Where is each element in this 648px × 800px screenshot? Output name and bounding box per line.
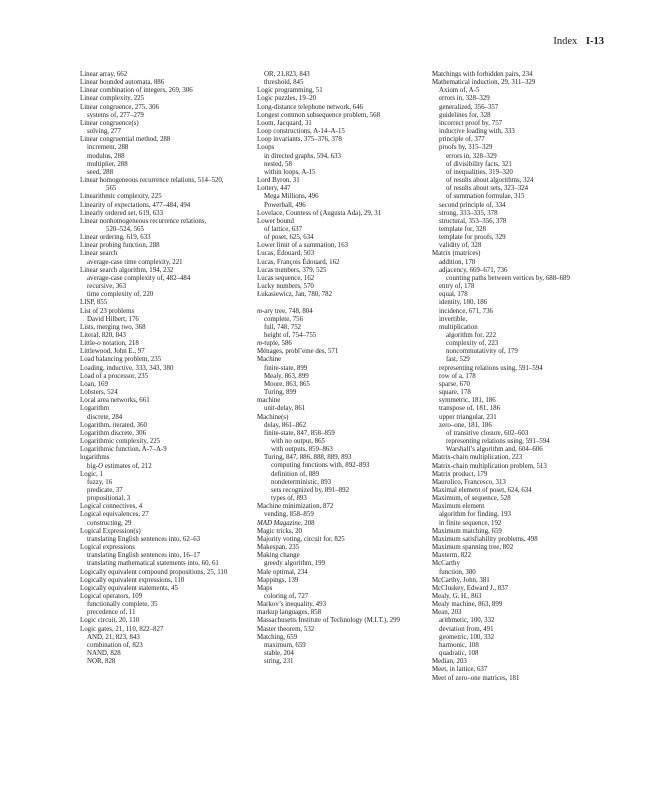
- index-entry: Logical expressions: [80, 544, 135, 552]
- index-subentry: nondeterministic, 893: [271, 478, 332, 486]
- index-entry: Logical equivalences, 27: [80, 511, 149, 519]
- page-number: I-13: [585, 36, 604, 47]
- index-subentry: of results about algorithms, 324: [446, 177, 534, 185]
- index-subentry: NAND, 828: [87, 650, 121, 658]
- index-entry: Linear bounded automata, 886: [80, 79, 165, 87]
- index-entry: Lucas, Édouard, 503: [257, 250, 315, 258]
- index-subentry: adjacency, 669–671, 736: [439, 266, 508, 274]
- index-entry: Lucky numbers, 570: [257, 283, 314, 291]
- index-subentry: errors in, 328–329: [446, 152, 497, 160]
- index-entry: Machine minimization, 872: [257, 503, 334, 511]
- index-entry: Matrix (matrices): [432, 250, 481, 258]
- index-entry: Linear congruence, 275, 306: [80, 103, 160, 111]
- index-subentry: template for proofs, 329: [439, 234, 506, 242]
- index-subentry: complete, 756: [264, 315, 304, 323]
- index-entry: Linear array, 662: [80, 71, 128, 78]
- index-subentry: row of a, 178: [439, 372, 476, 380]
- index-subentry: 565: [106, 185, 117, 193]
- index-column-3: [432, 71, 610, 683]
- index-entry: Loom, Jacquard, 31: [257, 119, 312, 127]
- index-entry: Male optimal, 234: [257, 568, 308, 576]
- index-entry: Lovelace, Countess of (Augusta Ada), 29, 31: [257, 209, 382, 217]
- index-entry: Logic puzzles, 19–20: [257, 95, 317, 103]
- index-entry: Makespan, 235: [257, 544, 300, 552]
- index-entry: Linearithmic complexity, 225: [80, 193, 162, 201]
- index-subentry: sets recognized by, 891–892: [271, 486, 350, 494]
- index-entry: Long-distance telephone network, 646: [257, 103, 364, 111]
- index-subentry: OR, 21,823, 843: [264, 71, 310, 78]
- index-subentry: errors in, 328–329: [439, 95, 490, 103]
- index-subentry: modulus, 288: [87, 152, 125, 160]
- index-entry: Linearity of expectations, 477–484, 494: [80, 201, 191, 209]
- index-subentry: stable, 204: [264, 650, 294, 658]
- index-subentry: finite-state, 899: [264, 364, 308, 372]
- index-subentry: algorithm for finding, 193: [439, 511, 511, 519]
- index-entry: Lower limit of a summation, 163: [257, 242, 349, 250]
- index-entry: Linear ordering, 619, 633: [80, 234, 151, 242]
- index-entry: Local area networks, 661: [80, 397, 150, 405]
- index-subentry: Turing, 847, 886, 888, 889, 893: [264, 454, 352, 462]
- index-entry: McCarthy, John, 381: [432, 576, 490, 584]
- index-entry: Lobsters, 524: [80, 389, 118, 397]
- index-subentry: second principle of, 334: [439, 201, 506, 209]
- index-entry: Logical Expression(s): [80, 527, 141, 535]
- index-subentry: within loops, A-15: [264, 168, 316, 176]
- index-subentry: noncommutativity of, 179: [446, 348, 518, 356]
- index-subentry: functionally complete, 35: [87, 601, 158, 609]
- index-entry: Linear probing function, 288: [80, 242, 160, 250]
- index-subentry: Powerball, 496: [264, 201, 306, 209]
- index-entry: Ménages, probl’eme des, 571: [257, 348, 339, 356]
- running-head: [553, 36, 604, 47]
- index-subentry: Warshall’s algorithm and, 604–606: [446, 446, 543, 454]
- index-entry: Magic tricks, 20: [257, 527, 302, 535]
- index-subentry: systems of, 277–279: [87, 111, 144, 119]
- index-entry: Maximum matching, 659: [432, 527, 502, 535]
- index-entry: Linear combination of integers, 269, 306: [80, 87, 193, 95]
- index-subentry: of transitive closure, 602–603: [446, 429, 529, 437]
- index-subentry: incorrect proof by, 757: [439, 119, 503, 127]
- index-subentry: 520–524, 565: [106, 225, 144, 233]
- index-subentry: harmonic, 108: [439, 641, 479, 649]
- index-entry: Littlewood, John E., 97: [80, 348, 145, 356]
- index-subentry: delay, 861–862: [264, 421, 307, 429]
- index-subentry: upper triangular, 231: [439, 413, 497, 421]
- index-subentry: greedy algorithm, 199: [264, 560, 326, 568]
- index-entry: Maximum spanning tree, 802: [432, 544, 514, 552]
- index-subentry: of divisibility facts, 321: [446, 160, 512, 168]
- index-subentry: increment, 288: [87, 144, 129, 152]
- index-subentry: big-O estimates of, 212: [87, 462, 152, 470]
- index-entry: Massachusetts Institute of Technology (M.I.T.), 299: [257, 617, 400, 625]
- index-entry: Lists, merging two, 368: [80, 323, 146, 331]
- index-entry: Mathematical induction, 29, 311–329: [432, 79, 536, 87]
- index-entry: Loading, inductive, 333, 343, 380: [80, 364, 174, 372]
- index-entry: Linear complexity, 225: [80, 95, 145, 103]
- index-subentry: representing relations using, 591–594: [439, 364, 543, 372]
- index-subentry: transpose of, 181, 186: [439, 405, 501, 413]
- index-subentry: constructing, 29: [87, 519, 132, 527]
- index-entry: Lottery, 447: [257, 185, 291, 193]
- index-subentry: average-case time complexity, 221: [87, 258, 183, 266]
- index-subentry: addition, 178: [439, 258, 476, 266]
- index-entry: Logically equivalent expressions, 110: [80, 576, 185, 584]
- index-subentry: generalized, 356–357: [439, 103, 499, 111]
- index-entry: Logarithm: [80, 405, 110, 413]
- index-entry: Matrix-chain multiplication, 223: [432, 454, 523, 462]
- index-subentry: square, 178: [439, 389, 471, 397]
- index-subentry: incidence, 671, 736: [439, 307, 493, 315]
- index-column-2: [257, 71, 435, 666]
- index-subentry: unit-delay, 861: [264, 405, 306, 413]
- letter-gap: [257, 299, 435, 307]
- index-subentry: computing functions with, 892–893: [271, 462, 370, 470]
- index-entry: Linearly ordered set, 619, 633: [80, 209, 164, 217]
- index-entry: Logarithmic complexity, 225: [80, 438, 161, 446]
- index-subentry: of inequalities, 319–320: [446, 168, 513, 176]
- index-subentry: translating English sentences into, 62–63: [87, 535, 201, 543]
- index-entry: Lower bound: [257, 217, 294, 225]
- index-entry: Mean, 203: [432, 609, 462, 617]
- index-subentry: entry of, 178: [439, 283, 475, 291]
- index-subentry: of results about sets, 323–324: [446, 185, 529, 193]
- index-entry: Literal, 820, 843: [80, 332, 126, 339]
- index-entry: Lord Byron, 31: [257, 177, 300, 185]
- index-subentry: NOR, 828: [87, 658, 116, 666]
- index-entry: McCarthy: [432, 560, 460, 568]
- index-subentry: full, 748, 752: [264, 323, 302, 331]
- index-subentry: seed, 288: [87, 168, 114, 176]
- index-subentry: deviation from, 491: [439, 625, 494, 633]
- index-entry: Lucas sequence, 162: [257, 274, 315, 282]
- index-subentry: predicate, 37: [87, 486, 123, 494]
- index-entry: Meet, in lattice, 637: [432, 666, 488, 674]
- index-subentry: precedence of, 11: [87, 609, 136, 617]
- index-entry: Longest common subsequence problem, 568: [257, 111, 381, 119]
- index-entry: Logarithmic function, A-7–A-9: [80, 446, 167, 454]
- index-subentry: David Hilbert, 176: [87, 315, 139, 323]
- index-subentry: of lattice, 637: [264, 225, 303, 233]
- index-entry: Maximal element of poset, 624, 634: [432, 486, 532, 494]
- index-subentry: definition of, 889: [271, 470, 320, 478]
- index-column-1: [80, 71, 258, 666]
- index-subentry: in finite sequence, 192: [439, 519, 502, 527]
- index-subentry: recursive, 363: [87, 283, 127, 291]
- index-entry: Maximum element: [432, 503, 485, 511]
- index-subentry: Mealy, 863, 899: [264, 372, 309, 380]
- index-subentry: translating mathematical statements into, 60, 61: [87, 560, 219, 568]
- index-subentry: combination of, 823: [87, 641, 143, 649]
- index-subentry: invertible,: [439, 315, 468, 323]
- index-subentry: types of, 893: [271, 495, 307, 503]
- index-entry: MAD Magazine, 208: [257, 519, 315, 527]
- index-entry: Majority voting, circuit for, 825: [257, 535, 345, 543]
- index-entry: Little-o notation, 218: [80, 340, 139, 348]
- index-subentry: sparse, 670: [439, 380, 471, 388]
- index-subentry: time complexity of, 220: [87, 291, 154, 299]
- index-subentry: average-case complexity of, 482–484: [87, 274, 191, 282]
- running-head-label: Index: [553, 36, 578, 47]
- index-subentry: template for, 328: [439, 225, 486, 233]
- index-entry: Maximum, of sequence, 528: [432, 495, 511, 503]
- index-entry: Logical operators, 109: [80, 593, 143, 600]
- index-entry: Mappings, 139: [257, 576, 299, 584]
- index-subentry: solving, 277: [87, 128, 122, 136]
- index-subentry: fuzzy, 16: [87, 478, 113, 486]
- index-subentry: Turing, 899: [264, 389, 297, 397]
- index-entry: LISP, 855: [80, 299, 108, 307]
- index-entry: Meet of zero–one matrices, 181: [432, 674, 520, 682]
- index-entry: Mealy, G. H., 863: [432, 593, 482, 600]
- index-entry: Loops: [257, 144, 275, 152]
- index-entry: Matching, 659: [257, 633, 298, 641]
- index-entry: Maps: [257, 584, 273, 592]
- index-subentry: vending, 858–859: [264, 511, 314, 519]
- index-subentry: with outputs, 859–863: [271, 446, 333, 454]
- index-entry: Machine(s): [257, 413, 289, 421]
- index-entry: McCluskey, Edward J., 837: [432, 584, 509, 592]
- index-subentry: complexity of, 223: [446, 340, 499, 348]
- index-subentry: of summation formulae, 315: [446, 193, 525, 201]
- index-entry: Logically equivalent statements, 45: [80, 584, 178, 592]
- index-entry: Linear search algorithm, 194, 232: [80, 266, 174, 274]
- index-subentry: structural, 353–356, 378: [439, 217, 507, 225]
- index-entry: Linear search: [80, 250, 118, 258]
- index-subentry: principle of, 377: [439, 136, 485, 144]
- index-subentry: function, 380: [439, 568, 476, 576]
- index-entry: Logic circuit, 20, 110: [80, 617, 140, 625]
- index-entry: m-tuple, 586: [257, 340, 292, 348]
- index-entry: Loan, 169: [80, 380, 108, 388]
- index-entry: Logarithm discrete, 306: [80, 429, 147, 437]
- index-entry: m-ary tree, 748, 804: [257, 307, 313, 315]
- index-entry: Linear nonhomogeneous recurrence relations,: [80, 217, 207, 225]
- index-subentry: with no output, 865: [271, 438, 325, 446]
- index-subentry: equal, 178: [439, 291, 468, 299]
- index-subentry: algorithm for, 222: [446, 332, 497, 339]
- index-subentry: multiplication: [439, 323, 478, 331]
- index-entry: Logarithm, iterated, 360: [80, 421, 147, 429]
- index-subentry: height of, 754–755: [264, 331, 317, 339]
- index-entry: Lucas numbers, 379, 525: [257, 266, 327, 274]
- index-subentry: string, 231: [264, 658, 294, 666]
- index-entry: Maxterm, 822: [432, 552, 472, 560]
- index-entry: Linear homogeneous recurrence relations, 514–520,: [80, 177, 224, 185]
- index-entry: Maurolico, Francesco, 313: [432, 478, 506, 486]
- index-entry: Mealy machine, 863, 899: [432, 601, 503, 609]
- index-subentry: guidelines for, 328: [439, 111, 491, 119]
- index-entry: List of 23 problems: [80, 307, 135, 315]
- index-subentry: propositional, 3: [87, 495, 131, 503]
- index-entry: Logically equivalent compound propositions, 25, 110: [80, 568, 228, 576]
- index-entry: Logic programming, 51: [257, 87, 323, 95]
- index-entry: Making change: [257, 552, 300, 560]
- index-entry: Logic, 1: [80, 470, 103, 478]
- index-entry: Maximum satisfiability problems, 498: [432, 535, 538, 543]
- index-subentry: geometric, 100, 332: [439, 633, 495, 641]
- index-entry: Logical connectives, 4: [80, 503, 143, 511]
- index-entry: Median, 203: [432, 658, 467, 666]
- index-entry: markup languages, 858: [257, 609, 322, 617]
- index-subentry: strong, 333–335, 378: [439, 209, 498, 217]
- index-entry: Load of a processor, 235: [80, 372, 149, 380]
- index-subentry: arithmetic, 100, 332: [439, 617, 495, 625]
- index-subentry: translating English sentences into, 16–17: [87, 552, 201, 560]
- index-subentry: counting paths between vertices by, 688–689: [446, 274, 570, 282]
- index-subentry: maximum, 659: [264, 641, 306, 649]
- index-subentry: coloring of, 727: [264, 592, 309, 600]
- index-entry: Machine: [257, 356, 282, 364]
- index-subentry: AND, 21, 823, 843: [87, 633, 140, 641]
- index-entry: Linear congruential method, 288: [80, 136, 171, 144]
- index-subentry: zero–one, 181, 186: [439, 421, 492, 429]
- index-subentry: multiplier, 288: [87, 160, 128, 168]
- index-subentry: proofs by, 315–329: [439, 144, 493, 152]
- index-entry: Loop constructions, A-14–A-15: [257, 128, 345, 136]
- index-entry: Load balancing problem, 235: [80, 356, 162, 364]
- index-subentry: representing relations using, 591–594: [446, 438, 550, 446]
- index-entry: Linear congruence(s): [80, 119, 139, 127]
- index-entry: Loop invariants, 375–376, 378: [257, 136, 342, 144]
- index-entry: Matrix product, 179: [432, 470, 488, 478]
- index-subentry: Mega Millions, 496: [264, 193, 319, 201]
- index-entry: Markov’s inequality, 493: [257, 601, 327, 609]
- index-subentry: identity, 180, 186: [439, 299, 488, 307]
- index-entry: Matchings with forbidden pairs, 234: [432, 71, 533, 78]
- index-entry: Matrix-chain multiplication problem, 513: [432, 462, 547, 470]
- index-entry: Łukasiewicz, Jan, 780, 782: [257, 291, 333, 299]
- index-subentry: symmetric, 181, 186: [439, 397, 496, 405]
- index-subentry: discrete, 284: [87, 413, 123, 421]
- index-entry: Master theorem, 532: [257, 625, 315, 633]
- index-subentry: in directed graphs, 594, 633: [264, 152, 341, 160]
- index-subentry: nested, 58: [264, 160, 292, 168]
- index-subentry: threshold, 845: [264, 79, 304, 87]
- index-subentry: validity of, 328: [439, 242, 482, 250]
- index-entry: logarithms: [80, 454, 110, 462]
- index-subentry: Moore, 863, 865: [264, 380, 310, 388]
- index-subentry: finite-state, 847, 858–859: [264, 429, 335, 437]
- index-entry: Logic gates, 21, 110, 822–827: [80, 625, 164, 633]
- index-entry: Lucas, François Édouard, 162: [257, 258, 340, 266]
- index-subentry: Axiom of, A-5: [439, 87, 480, 95]
- index-subentry: inductive loading with, 333: [439, 128, 515, 136]
- index-subentry: of poset, 625, 634: [264, 234, 314, 242]
- index-subentry: quadratic, 108: [439, 650, 479, 658]
- index-subentry: fast, 529: [446, 356, 470, 364]
- index-entry: machine: [257, 397, 281, 405]
